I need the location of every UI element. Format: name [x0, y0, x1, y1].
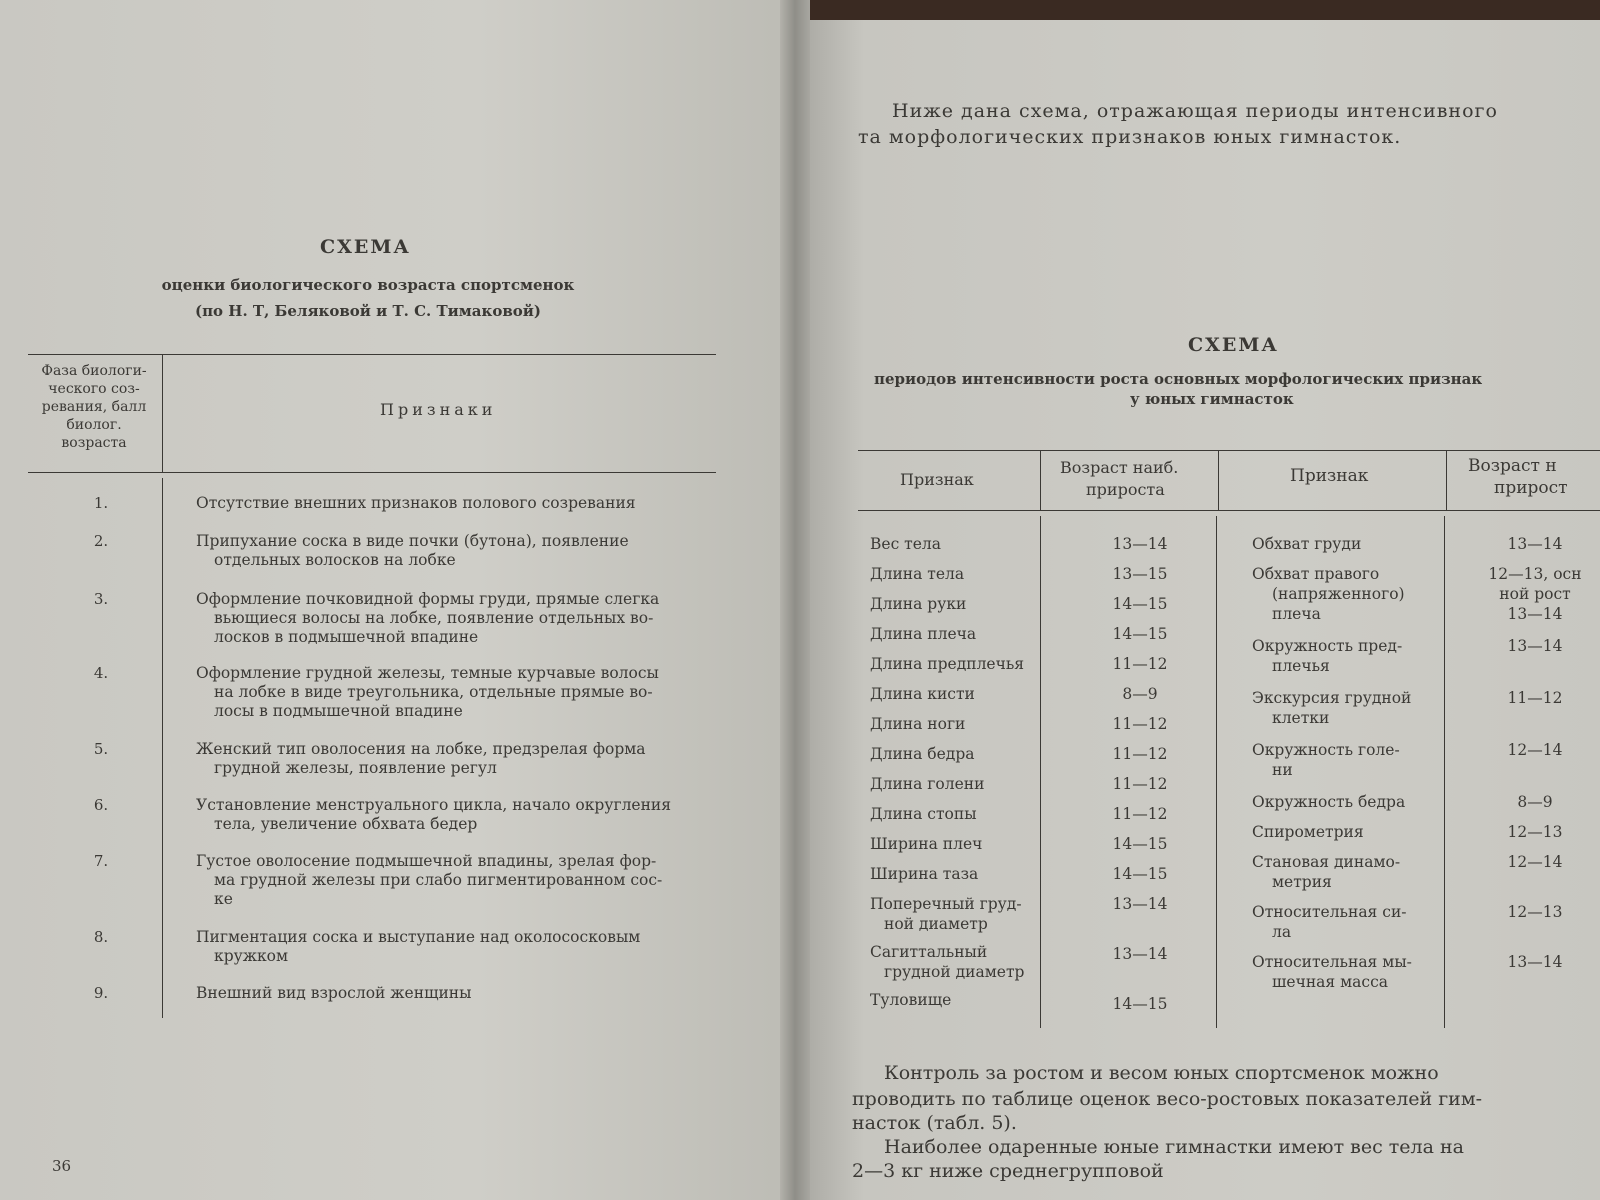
sign-name-line: ной диаметр [884, 915, 988, 933]
header-age-1-line-2: прироста [1086, 480, 1165, 499]
growth-age-line: 12—13 [1507, 903, 1563, 921]
growth-age: 14—15 [1112, 625, 1168, 643]
sign-name: Длина стопы [870, 805, 977, 823]
left-table-phase-header [28, 362, 160, 452]
sign-name-line: грудной диаметр [884, 963, 1025, 981]
phase-description-line: тела, увеличение обхвата бедер [214, 815, 478, 833]
sign-name-line: Окружность бедра [1252, 793, 1406, 811]
left-table-signs-header: Признаки [380, 400, 497, 419]
growth-age-line: ной рост [1499, 585, 1571, 603]
footer-line: проводить по таблице оценок весо-ростовых показателей гим- [852, 1088, 1483, 1110]
left-page-authors: (по Н. Т, Беляковой и Т. С. Тимаковой) [194, 302, 542, 320]
phase-description-line: ма грудной железы при слабо пигментированном сос- [214, 871, 663, 889]
right-page-subtitle-1: периодов интенсивности роста основных морфологических признак [874, 370, 1483, 388]
phase-description-line: Установление менструального цикла, начало округления [196, 796, 672, 814]
right-table-head-divider-2 [1218, 451, 1219, 510]
phase-description-line: грудной железы, появление регул [214, 759, 497, 777]
sign-name: Длина бедра [870, 745, 975, 763]
right-page-subtitle-2: у юных гимнасток [1130, 390, 1294, 408]
left-table-top-rule [28, 354, 716, 355]
book-gutter [780, 0, 810, 1200]
left-page-subtitle: оценки биологического возраста спортсменок [161, 276, 575, 294]
phase-number: 3. [93, 590, 109, 608]
growth-age: 11—12 [1112, 715, 1168, 733]
sign-name: Длина кисти [870, 685, 975, 703]
phase-description-line: Оформление почковидной формы груди, прямые слегка [196, 590, 660, 608]
sign-name-line: клетки [1272, 709, 1330, 727]
sign-name: Длина ноги [870, 715, 966, 733]
phase-description-line: Женский тип оволосения на лобке, предзрелая форма [196, 740, 646, 758]
right-page-title: СХЕМА [1188, 334, 1279, 356]
sign-name-line: (напряженного) [1272, 585, 1405, 603]
sign-name-line: Обхват правого [1252, 565, 1380, 583]
sign-name: Ширина плеч [870, 835, 983, 853]
phase-description-line: вьющиеся волосы на лобке, появление отдельных во- [214, 609, 654, 627]
footer-line: Контроль за ростом и весом юных спортсменок можно [884, 1062, 1439, 1084]
left-page-title: СХЕМА [320, 236, 411, 258]
growth-age: 11—12 [1112, 745, 1168, 763]
sign-name: Длина голени [870, 775, 985, 793]
footer-line: Наиболее одаренные юные гимнастки имеют вес тела на [884, 1136, 1464, 1158]
phase-description-line: отдельных волосков на лобке [214, 551, 456, 569]
sign-name: Длина тела [870, 565, 965, 583]
growth-age-line: 11—12 [1507, 689, 1563, 707]
right-table-body-divider-2 [1216, 516, 1217, 1028]
phase-description-line: Внешний вид взрослой женщины [196, 984, 472, 1002]
left-table-header-divider [162, 355, 163, 472]
growth-age: 11—12 [1112, 805, 1168, 823]
sign-name: Длина плеча [870, 625, 977, 643]
sign-name: Туловище [870, 991, 952, 1009]
sign-name: Длина руки [870, 595, 967, 613]
growth-age-line: 12—14 [1507, 741, 1563, 759]
sign-name-line: Относительная мы- [1252, 953, 1412, 971]
header-sign-2: Признак [1290, 466, 1369, 486]
growth-age: 13—15 [1112, 565, 1168, 583]
phase-description-line: Пигментация соска и выступание над околососковым [196, 928, 641, 946]
sign-name-line: плечья [1272, 657, 1330, 675]
phase-number: 4. [93, 664, 109, 682]
growth-age: 14—15 [1112, 595, 1168, 613]
growth-age: 8—9 [1122, 685, 1158, 703]
growth-age-line: 12—13, осн [1488, 565, 1582, 583]
phase-number: 6. [93, 796, 109, 814]
sign-name-line: метрия [1272, 873, 1332, 891]
sign-name-line: Сагиттальный [870, 943, 988, 961]
left-table-header-rule [28, 472, 716, 473]
growth-age: 13—14 [1112, 895, 1168, 913]
growth-age-line: 12—14 [1507, 853, 1563, 871]
sign-name-line: ла [1272, 923, 1292, 941]
page-number: 36 [52, 1157, 72, 1175]
phase-description-line: лосков в подмышечной впадине [214, 628, 479, 646]
sign-name: Ширина таза [870, 865, 979, 883]
phase-description-line: лосы в подмышечной впадине [214, 702, 463, 720]
sign-name-line: Спирометрия [1252, 823, 1364, 841]
phase-number: 2. [93, 532, 109, 550]
growth-age-line: 8—9 [1517, 793, 1553, 811]
footer-line: 2—3 кг ниже среднегрупповой [852, 1160, 1164, 1182]
phase-description-line: кружком [214, 947, 289, 965]
header-sign-1: Признак [900, 470, 974, 489]
sign-name-line: плеча [1272, 605, 1321, 623]
right-table-header-rule [858, 510, 1600, 511]
growth-age-line: 13—14 [1507, 637, 1563, 655]
growth-age: 11—12 [1112, 655, 1168, 673]
phase-header-line: ревания, балл [41, 399, 147, 415]
sign-name-line: шечная масса [1272, 973, 1389, 991]
phase-description-line: Оформление грудной железы, темные курчавые волосы [196, 664, 659, 682]
growth-age: 13—14 [1112, 535, 1168, 553]
header-age-2-line-2: прирост [1494, 478, 1568, 498]
sign-name-line: ни [1272, 761, 1293, 779]
sign-name-line: Окружность голе- [1252, 741, 1400, 759]
phase-header-line: Фаза биологи- [41, 363, 147, 379]
phase-description-line: Припухание соска в виде почки (бутона), появление [196, 532, 629, 550]
phase-description-line: на лобке в виде треугольника, отдельные прямые во- [214, 683, 653, 701]
sign-name-line: Экскурсия грудной [1252, 689, 1412, 707]
sign-name-line: Поперечный груд- [870, 895, 1022, 913]
left-table-body-divider [162, 478, 163, 1018]
sign-name: Вес тела [870, 535, 942, 553]
growth-age-line: 13—14 [1507, 605, 1563, 623]
right-table-top-rule [858, 450, 1600, 451]
sign-name: Длина предплечья [870, 655, 1025, 673]
right-intro-line-2: та морфологических признаков юных гимнасток. [858, 126, 1402, 148]
growth-age: 11—12 [1112, 775, 1168, 793]
growth-age-line: 13—14 [1507, 535, 1563, 553]
phase-description-line: Отсутствие внешних признаков полового созревания [196, 494, 636, 512]
growth-age-line: 13—14 [1507, 953, 1563, 971]
growth-age: 14—15 [1112, 835, 1168, 853]
phase-description-line: Густое оволосение подмышечной впадины, зрелая фор- [196, 852, 657, 870]
growth-age-line: 12—13 [1507, 823, 1563, 841]
growth-age: 14—15 [1112, 865, 1168, 883]
growth-age: 13—14 [1112, 945, 1168, 963]
phase-header-line: ческого соз- [48, 381, 140, 397]
footer-line: насток (табл. 5). [852, 1112, 1017, 1134]
growth-age: 14—15 [1112, 995, 1168, 1013]
phase-number: 7. [93, 852, 109, 870]
right-intro-line-1: Ниже дана схема, отражающая периоды интенсивного [892, 100, 1498, 122]
phase-number: 1. [93, 494, 109, 512]
header-age-2-line-1: Возраст н [1468, 456, 1557, 476]
sign-name-line: Относительная си- [1252, 903, 1407, 921]
phase-number: 8. [93, 928, 109, 946]
right-table-head-divider-1 [1040, 451, 1041, 510]
header-age-1-line-1: Возраст наиб. [1060, 458, 1179, 477]
sign-name-line: Становая динамо- [1252, 853, 1401, 871]
sign-name-line: Обхват груди [1252, 535, 1362, 553]
sign-name-line: Окружность пред- [1252, 637, 1403, 655]
phase-number: 5. [93, 740, 109, 758]
phase-number: 9. [93, 984, 109, 1002]
phase-header-line: биолог. [66, 417, 122, 433]
right-table-head-divider-3 [1446, 451, 1447, 510]
phase-description-line: ке [214, 890, 233, 908]
phase-header-line: возраста [61, 435, 127, 451]
